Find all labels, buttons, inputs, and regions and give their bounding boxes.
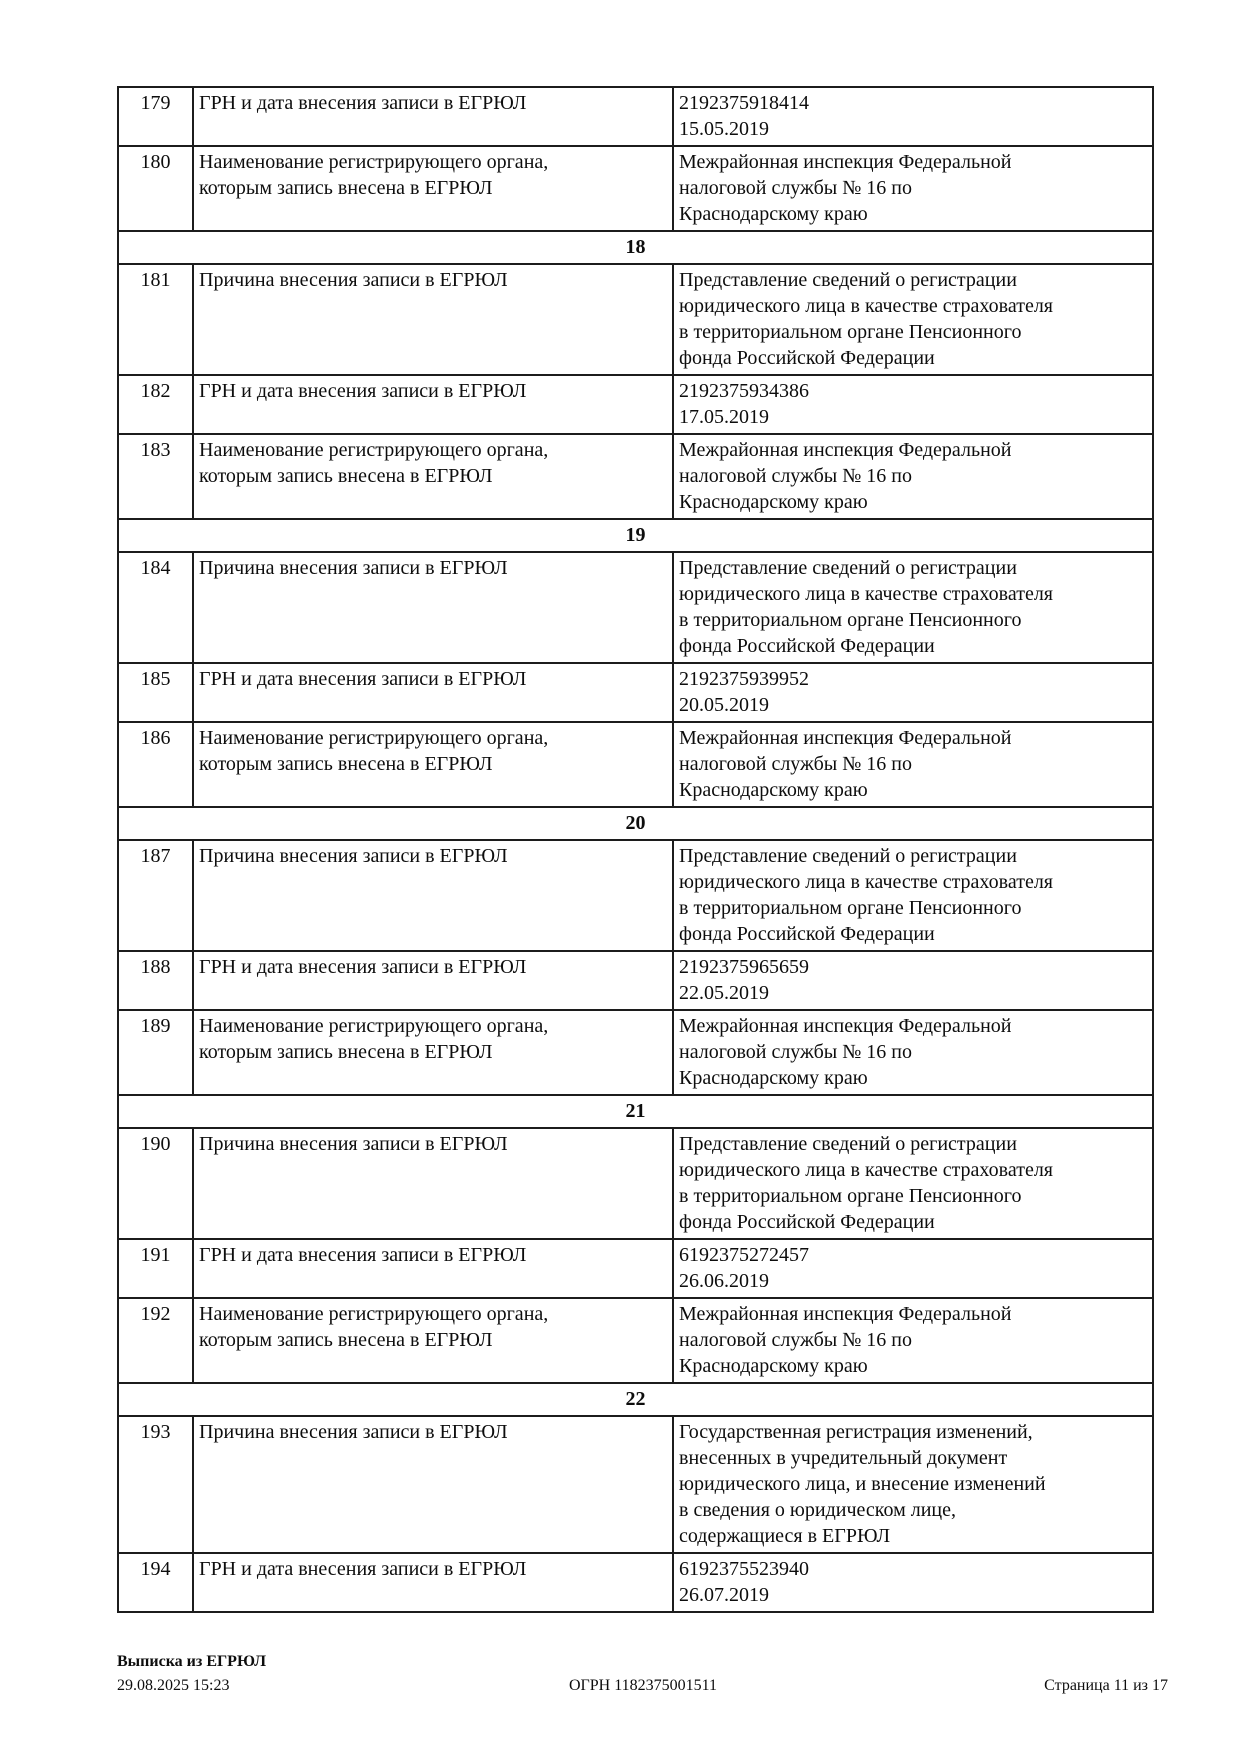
record-number-cell: 179 <box>118 87 193 146</box>
cell-text-line: Государственная регистрация изменений, <box>679 1421 1033 1443</box>
footer-doc-title: Выписка из ЕГРЮЛ <box>117 1653 267 1670</box>
cell-text-line: Наименование регистрирующего органа, <box>199 439 549 461</box>
section-number: 21 <box>118 1095 1153 1128</box>
record-value-cell <box>673 840 1153 951</box>
cell-text-line: 2192375934386 <box>679 380 809 402</box>
record-label-cell <box>193 1010 673 1095</box>
cell-text-line: фонда Российской Федерации <box>679 1211 935 1233</box>
table-row <box>118 951 1153 1010</box>
cell-text-line: в территориальном органе Пенсионного <box>679 321 1022 343</box>
record-number-cell: 191 <box>118 1239 193 1298</box>
cell-text-line: ГРН и дата внесения записи в ЕГРЮЛ <box>199 1558 527 1580</box>
cell-text-line: фонда Российской Федерации <box>679 347 935 369</box>
record-value-cell <box>673 1416 1153 1553</box>
table-row <box>118 1128 1153 1239</box>
cell-text-line: в сведения о юридическом лице, <box>679 1499 956 1521</box>
table-row <box>118 434 1153 519</box>
cell-text-line: 20.05.2019 <box>679 694 769 716</box>
section-header-row <box>118 1383 1153 1416</box>
cell-text-line: которым запись внесена в ЕГРЮЛ <box>199 177 493 199</box>
section-header-row <box>118 231 1153 264</box>
cell-text-line: Краснодарскому краю <box>679 1067 868 1089</box>
record-label-cell <box>193 552 673 663</box>
table-row <box>118 1298 1153 1383</box>
record-label-cell <box>193 1239 673 1298</box>
cell-text-line: 22.05.2019 <box>679 982 769 1004</box>
cell-text-line: юридического лица в качестве страхователя <box>679 1159 1054 1181</box>
record-number-cell: 185 <box>118 663 193 722</box>
record-number-cell: 194 <box>118 1553 193 1612</box>
cell-text-line: налоговой службы № 16 по <box>679 465 912 487</box>
section-number: 22 <box>118 1383 1153 1416</box>
record-number-cell: 180 <box>118 146 193 231</box>
cell-text-line: Представление сведений о регистрации <box>679 269 1017 291</box>
cell-text-line: фонда Российской Федерации <box>679 923 935 945</box>
cell-text-line: Причина внесения записи в ЕГРЮЛ <box>199 557 508 579</box>
section-number: 19 <box>118 519 1153 552</box>
table-row <box>118 1553 1153 1612</box>
record-number-cell: 183 <box>118 434 193 519</box>
footer-timestamp: 29.08.2025 15:23 <box>117 1677 230 1694</box>
section-header-row <box>118 519 1153 552</box>
cell-text-line: Причина внесения записи в ЕГРЮЛ <box>199 1133 508 1155</box>
record-number-cell: 187 <box>118 840 193 951</box>
table-row <box>118 264 1153 375</box>
cell-text-line: Наименование регистрирующего органа, <box>199 151 549 173</box>
cell-text-line: Краснодарскому краю <box>679 203 868 225</box>
cell-text-line: 26.06.2019 <box>679 1270 769 1292</box>
cell-text-line: ГРН и дата внесения записи в ЕГРЮЛ <box>199 1244 527 1266</box>
cell-text-line: фонда Российской Федерации <box>679 635 935 657</box>
table-row <box>118 722 1153 807</box>
cell-text-line: внесенных в учредительный документ <box>679 1447 1008 1469</box>
record-label-cell <box>193 87 673 146</box>
record-value-cell <box>673 1298 1153 1383</box>
cell-text-line: 26.07.2019 <box>679 1584 769 1606</box>
cell-text-line: Представление сведений о регистрации <box>679 557 1017 579</box>
cell-text-line: юридического лица в качестве страхователя <box>679 295 1054 317</box>
section-header-row <box>118 807 1153 840</box>
cell-text-line: Межрайонная инспекция Федеральной <box>679 1015 1012 1037</box>
cell-text-line: содержащиеся в ЕГРЮЛ <box>679 1525 891 1547</box>
record-value-cell <box>673 434 1153 519</box>
cell-text-line: налоговой службы № 16 по <box>679 1041 912 1063</box>
cell-text-line: Межрайонная инспекция Федеральной <box>679 1303 1012 1325</box>
cell-text-line: которым запись внесена в ЕГРЮЛ <box>199 1329 493 1351</box>
cell-text-line: которым запись внесена в ЕГРЮЛ <box>199 465 493 487</box>
cell-text-line: Причина внесения записи в ЕГРЮЛ <box>199 845 508 867</box>
egrul-records-table-body <box>118 87 1153 1612</box>
cell-text-line: ГРН и дата внесения записи в ЕГРЮЛ <box>199 380 527 402</box>
table-row <box>118 840 1153 951</box>
cell-text-line: Краснодарскому краю <box>679 779 868 801</box>
cell-text-line: 6192375523940 <box>679 1558 809 1580</box>
table-row <box>118 552 1153 663</box>
section-number: 20 <box>118 807 1153 840</box>
cell-text-line: Наименование регистрирующего органа, <box>199 727 549 749</box>
record-value-cell <box>673 264 1153 375</box>
record-number-cell: 188 <box>118 951 193 1010</box>
cell-text-line: налоговой службы № 16 по <box>679 1329 912 1351</box>
table-row <box>118 663 1153 722</box>
table-row <box>118 1010 1153 1095</box>
section-header-row <box>118 1095 1153 1128</box>
record-value-cell <box>673 1010 1153 1095</box>
cell-text-line: Причина внесения записи в ЕГРЮЛ <box>199 269 508 291</box>
record-value-cell <box>673 951 1153 1010</box>
cell-text-line: ГРН и дата внесения записи в ЕГРЮЛ <box>199 668 527 690</box>
table-row <box>118 146 1153 231</box>
cell-text-line: юридического лица в качестве страхователя <box>679 871 1054 893</box>
record-label-cell <box>193 663 673 722</box>
cell-text-line: налоговой службы № 16 по <box>679 753 912 775</box>
record-label-cell <box>193 434 673 519</box>
cell-text-line: Представление сведений о регистрации <box>679 845 1017 867</box>
record-value-cell <box>673 552 1153 663</box>
section-number: 18 <box>118 231 1153 264</box>
record-number-cell: 186 <box>118 722 193 807</box>
cell-text-line: в территориальном органе Пенсионного <box>679 1185 1022 1207</box>
cell-text-line: 15.05.2019 <box>679 118 769 140</box>
record-number-cell: 189 <box>118 1010 193 1095</box>
record-number-cell: 190 <box>118 1128 193 1239</box>
footer-ogrn: ОГРН 1182375001511 <box>568 1677 718 1694</box>
cell-text-line: которым запись внесена в ЕГРЮЛ <box>199 1041 493 1063</box>
record-label-cell <box>193 1298 673 1383</box>
egrul-records-table <box>117 86 1154 1613</box>
cell-text-line: ГРН и дата внесения записи в ЕГРЮЛ <box>199 92 527 114</box>
cell-text-line: которым запись внесена в ЕГРЮЛ <box>199 753 493 775</box>
footer-page-indicator: Страница 11 из 17 <box>1044 1677 1168 1694</box>
record-value-cell <box>673 1553 1153 1612</box>
record-label-cell <box>193 1128 673 1239</box>
cell-text-line: юридического лица, и внесение изменений <box>679 1473 1046 1495</box>
cell-text-line: 2192375918414 <box>679 92 809 114</box>
record-label-cell <box>193 951 673 1010</box>
cell-text-line: Краснодарскому краю <box>679 491 868 513</box>
record-label-cell <box>193 375 673 434</box>
cell-text-line: в территориальном органе Пенсионного <box>679 609 1022 631</box>
table-row <box>118 1416 1153 1553</box>
record-number-cell: 192 <box>118 1298 193 1383</box>
record-label-cell <box>193 1553 673 1612</box>
record-number-cell: 182 <box>118 375 193 434</box>
record-label-cell <box>193 1416 673 1553</box>
cell-text-line: ГРН и дата внесения записи в ЕГРЮЛ <box>199 956 527 978</box>
record-number-cell: 193 <box>118 1416 193 1553</box>
record-value-cell <box>673 663 1153 722</box>
record-value-cell <box>673 722 1153 807</box>
record-value-cell <box>673 1128 1153 1239</box>
record-label-cell <box>193 840 673 951</box>
cell-text-line: налоговой службы № 16 по <box>679 177 912 199</box>
table-row <box>118 375 1153 434</box>
cell-text-line: Межрайонная инспекция Федеральной <box>679 439 1012 461</box>
cell-text-line: в территориальном органе Пенсионного <box>679 897 1022 919</box>
cell-text-line: Межрайонная инспекция Федеральной <box>679 727 1012 749</box>
cell-text-line: Причина внесения записи в ЕГРЮЛ <box>199 1421 508 1443</box>
record-value-cell <box>673 146 1153 231</box>
cell-text-line: Краснодарскому краю <box>679 1355 868 1377</box>
record-number-cell: 181 <box>118 264 193 375</box>
cell-text-line: 17.05.2019 <box>679 406 769 428</box>
cell-text-line: Межрайонная инспекция Федеральной <box>679 151 1012 173</box>
record-label-cell <box>193 146 673 231</box>
table-row <box>118 1239 1153 1298</box>
record-label-cell <box>193 722 673 807</box>
cell-text-line: 2192375939952 <box>679 668 809 690</box>
record-label-cell <box>193 264 673 375</box>
record-value-cell <box>673 375 1153 434</box>
record-number-cell: 184 <box>118 552 193 663</box>
cell-text-line: Наименование регистрирующего органа, <box>199 1015 549 1037</box>
cell-text-line: 6192375272457 <box>679 1244 809 1266</box>
record-value-cell <box>673 87 1153 146</box>
cell-text-line: 2192375965659 <box>679 956 809 978</box>
record-value-cell <box>673 1239 1153 1298</box>
cell-text-line: Представление сведений о регистрации <box>679 1133 1017 1155</box>
table-row <box>118 87 1153 146</box>
cell-text-line: Наименование регистрирующего органа, <box>199 1303 549 1325</box>
cell-text-line: юридического лица в качестве страхователя <box>679 583 1054 605</box>
